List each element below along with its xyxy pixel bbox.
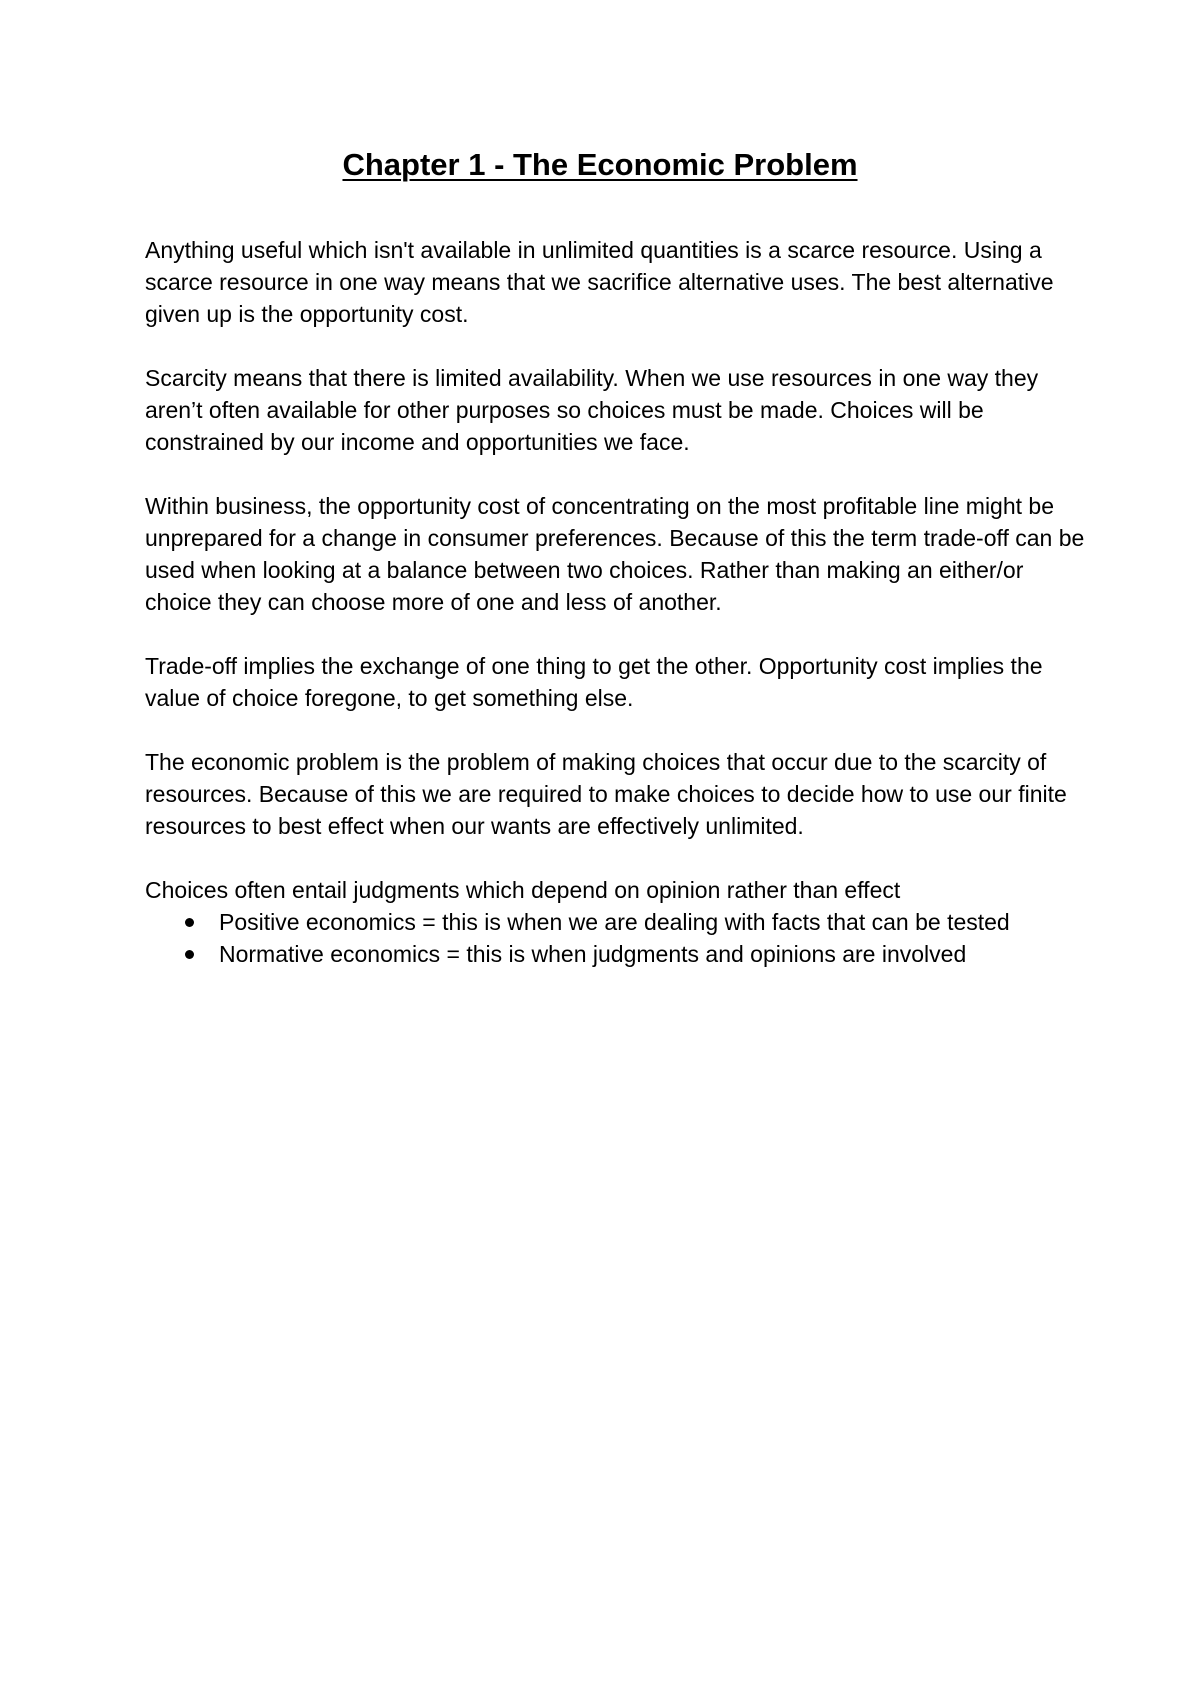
paragraph-business: Within business, the opportunity cost of concentrating on the most profitable line might be unprepared for a change in consumer preferences. Because of this the term trade-off can be used when looking at a balance between two choices. Rather than making an either/or choice they can choose more of one and less of another. — [145, 493, 1085, 615]
list-item-text: Positive economics = this is when we are dealing with facts that can be tested — [219, 909, 1010, 935]
document-body — [145, 234, 1085, 970]
list-item-text: Normative economics = this is when judgments and opinions are involved — [219, 941, 967, 967]
bullet-icon — [185, 950, 194, 959]
bullet-icon — [185, 918, 194, 927]
paragraph-economic-problem: The economic problem is the problem of making choices that occur due to the scarcity of resources. Because of this we are required to make choices to decide how to use our finite resources to best effect when our wants are effectively unlimited. — [145, 749, 1067, 839]
paragraph-scarce-resource: Anything useful which isn't available in unlimited quantities is a scarce resource. Using a scarce resource in one way means that we sacrifice alternative uses. The best alternative given up is the opportunity cost. — [145, 237, 1054, 327]
page-title: Chapter 1 - The Economic Problem — [342, 147, 858, 182]
list-item — [185, 938, 1085, 970]
list-item — [185, 906, 1085, 938]
paragraph-trade-off: Trade-off implies the exchange of one thing to get the other. Opportunity cost implies the value of choice foregone, to get something else. — [145, 653, 1043, 711]
paragraph-scarcity: Scarcity means that there is limited availability. When we use resources in one way they aren’t often available for other purposes so choices must be made. Choices will be constrained by our income and opportunities we face. — [145, 365, 1039, 455]
list-intro: Choices often entail judgments which depend on opinion rather than effect — [145, 877, 901, 903]
bullet-list — [145, 906, 1085, 970]
